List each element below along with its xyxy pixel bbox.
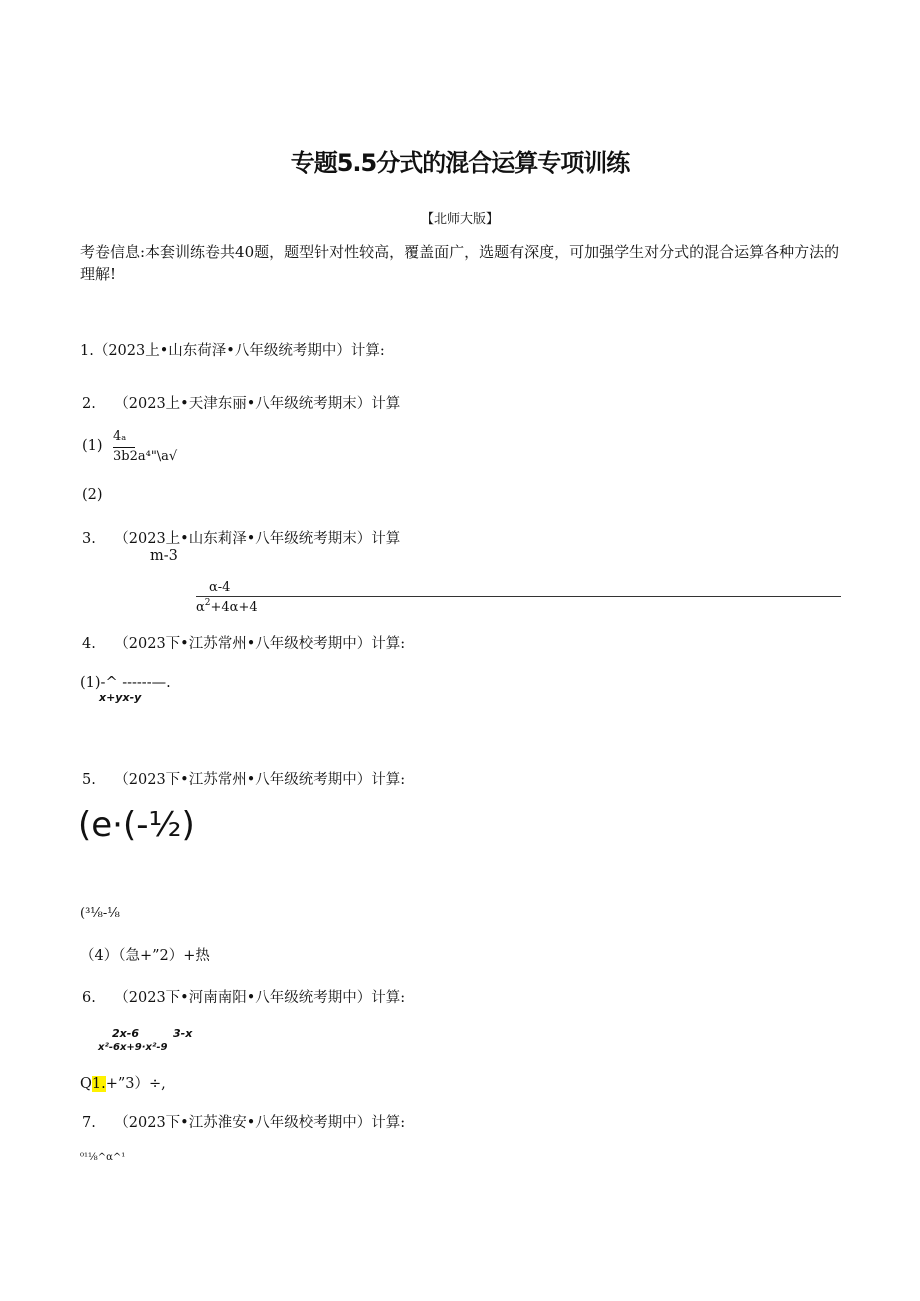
question-2-part-1-expression — [113, 428, 177, 466]
question-4-part-1: (1)-^ ------—. — [80, 675, 171, 691]
question-3-denominator: $\alpha^2+4\alpha+4$ — [196, 598, 258, 615]
question-2-part-2-label: (2) — [82, 487, 103, 503]
question-5-part-3: (³⅛-⅛ — [80, 906, 120, 921]
question-3-term-m: m-3 — [150, 548, 178, 564]
question-5-part-4: （4）（急+”2）+热 — [80, 948, 210, 964]
question-7: 7. （2023下•江苏淮安•八年级校考期中）计算: — [82, 1115, 406, 1131]
question-1: 1.（2023上•山东荷泽•八年级统考期中）计算: — [80, 343, 385, 359]
question-5-expression: (e·(-½) — [78, 805, 195, 845]
exam-info: 考卷信息:本套训练卷共40题，题型针对性较高，覆盖面广，选题有深度，可加强学生对分式的混合运算各种方法的理解! — [80, 243, 840, 283]
question-6-numerator-a: 2x-6 — [112, 1027, 139, 1040]
question-2-part-1-label: (1) — [82, 438, 103, 454]
question-3-numerator: α-4 — [209, 580, 231, 595]
question-6-numerator-b: 3-x — [173, 1027, 193, 1040]
question-5: 5. （2023下•江苏常州•八年级统考期中）计算: — [82, 772, 406, 788]
fraction-numerator: 4ₐ — [113, 428, 135, 448]
question-6-part-1: Q1.+”3）÷, — [80, 1076, 166, 1092]
page-title: 专题5.5分式的混合运算专项训练 — [290, 149, 630, 177]
question-4: 4. （2023下•江苏常州•八年级校考期中）计算: — [82, 636, 406, 652]
question-7-part-1: ⁰¹⅛^α^¹ — [80, 1152, 126, 1163]
fraction-bar — [196, 596, 841, 597]
question-2: 2. （2023上•天津东丽•八年级统考期末）计算 — [82, 396, 401, 412]
highlight-mark: 1. — [91, 1076, 106, 1092]
question-3: 3. （2023上•山东莉泽•八年级统考期末）计算 — [82, 531, 401, 547]
question-6: 6. （2023下•河南南阳•八年级统考期中）计算: — [82, 990, 406, 1006]
fraction-denominator: 3b2a⁴"\a√ — [113, 449, 178, 464]
question-4-part-1-denominators: x+yx-y — [99, 691, 142, 704]
edition-label: 【北师大版】 — [420, 212, 499, 227]
question-6-denominators: x²-6x+9·x²-9 — [98, 1042, 168, 1053]
